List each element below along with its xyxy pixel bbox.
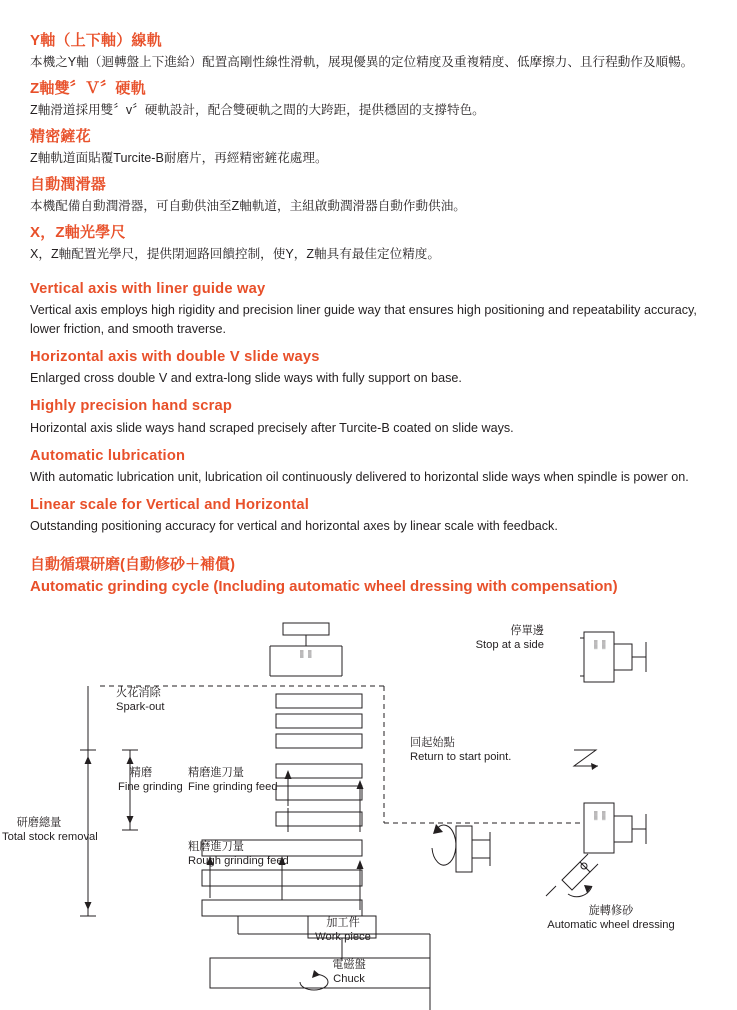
label-cjk: 電磁盤 — [332, 959, 366, 971]
diagram-vector — [0, 618, 707, 1010]
feature-heading: X，Z軸光學尺 — [30, 224, 126, 241]
feature-heading: Highly precision hand scrap — [30, 398, 233, 415]
label-spark-out — [116, 686, 165, 715]
label-cjk: 火花消除 — [116, 687, 161, 699]
feature-block-cjk-4 — [30, 222, 707, 263]
feature-block-en-0 — [30, 279, 707, 339]
label-total-stock-removal — [2, 816, 98, 845]
label-rough-grinding-feed — [188, 840, 289, 869]
feature-block-en-4 — [30, 495, 707, 536]
label-fine-grinding — [118, 766, 183, 795]
label-cjk: 研磨總量 — [16, 817, 62, 829]
wheel-hatch-icon: ||||||||| — [602, 811, 608, 821]
label-cjk: 停單邊 — [510, 625, 544, 637]
feature-block-cjk-0 — [30, 30, 707, 71]
feature-heading: Vertical axis with liner guide way — [30, 281, 266, 297]
feature-body: With automatic lubrication unit, lubrication oil continuously delivered to horizontal slide ways when spindle is power on. — [30, 469, 689, 484]
label-en: Chuck — [333, 973, 365, 986]
label-cjk: 精磨 — [129, 767, 153, 779]
feature-block-cjk-3 — [30, 174, 707, 215]
feature-block-cjk-1 — [30, 78, 707, 119]
label-en: Work piece — [315, 931, 371, 944]
label-automatic-wheel-dressing — [536, 904, 686, 933]
label-en: Total stock removal — [2, 831, 98, 844]
wheel-hatch-icon: ||||||||| — [594, 640, 600, 650]
label-en: Spark-out — [116, 701, 165, 714]
cycle-title-cjk: 自動循環研磨(自動修砂＋補償) — [30, 555, 235, 573]
label-en: Stop at a side — [475, 639, 544, 652]
feature-body: X，Z軸配置光學尺，提供閉迴路回饋控制，使Y，Z軸具有最佳定位精度。 — [30, 246, 440, 261]
label-cjk: 回起始點 — [410, 737, 455, 749]
label-en: Rough grinding feed — [188, 855, 289, 868]
cycle-title-en: Automatic grinding cycle (Including automatic wheel dressing with compensation) — [30, 578, 618, 596]
feature-body: Horizontal axis slide ways hand scraped precisely after Turcite-B coated on slide ways. — [30, 420, 514, 435]
feature-block-en-3 — [30, 446, 707, 487]
feature-body: Outstanding positioning accuracy for vertical and horizontal axes by linear scale with feedback. — [30, 519, 558, 534]
cycle-title — [30, 554, 707, 599]
feature-heading: 自動潤滑器 — [30, 176, 107, 193]
label-en: Return to start point. — [410, 751, 512, 764]
label-cjk: 粗磨進刀量 — [188, 841, 244, 853]
label-chuck — [318, 958, 380, 987]
wheel-hatch-icon: |||||||| — [300, 650, 306, 659]
feature-body: 本機之Y軸（迴轉盤上下進給）配置高剛性線性滑軌，展現優異的定位精度及重複精度、低摩擦力、且行程動作及順暢。 — [30, 54, 694, 69]
label-work-piece — [310, 916, 376, 945]
wheel-hatch-icon: |||||||| — [308, 650, 314, 659]
label-cjk: 加工件 — [326, 917, 360, 929]
feature-block-en-1 — [30, 347, 707, 388]
label-cjk: 精磨進刀量 — [188, 767, 244, 779]
feature-block-cjk-2 — [30, 126, 707, 167]
feature-body: Enlarged cross double V and extra-long slide ways with fully support on base. — [30, 371, 462, 386]
feature-body: Z軸軌道面貼覆Turcite-B耐磨片，再經精密鏟花處理。 — [30, 150, 328, 165]
feature-heading: Horizontal axis with double V slide ways — [30, 349, 320, 366]
feature-body: 本機配備自動潤滑器，可自動供油至Z軸軌道，主組啟動潤滑器自動作動供油。 — [30, 198, 466, 213]
label-cjk: 旋轉修砂 — [588, 905, 634, 917]
label-fine-grinding-feed — [188, 766, 278, 795]
feature-heading: Z軸雙〞Ｖ〞硬軌 — [30, 80, 146, 97]
feature-heading: 精密鏟花 — [30, 128, 91, 145]
wheel-hatch-icon: ||||||||| — [602, 640, 608, 650]
grinding-cycle-diagram — [0, 618, 707, 1008]
feature-heading: Linear scale for Vertical and Horizontal — [30, 496, 309, 513]
feature-list-en — [30, 279, 707, 536]
label-stop-at-a-side — [414, 624, 544, 653]
feature-heading: Y軸（上下軸）線軌 — [30, 32, 162, 49]
feature-block-en-2 — [30, 396, 707, 437]
label-en: Fine grinding — [118, 781, 183, 794]
feature-body: Vertical axis employs high rigidity and precision liner guide way that ensures high positioning and repeatability accuracy, lower friction, and smooth traverse. — [30, 303, 697, 337]
feature-heading: Automatic lubrication — [30, 447, 186, 464]
feature-body: Z軸滑道採用雙〞v〞硬軌設計，配合雙硬軌之間的大跨距，提供穩固的支撐特色。 — [30, 102, 485, 117]
wheel-hatch-icon: ||||||||| — [594, 811, 600, 821]
label-return-to-start-point — [410, 736, 511, 765]
label-en: Fine grinding feed — [188, 781, 278, 794]
label-en: Automatic wheel dressing — [547, 919, 675, 932]
